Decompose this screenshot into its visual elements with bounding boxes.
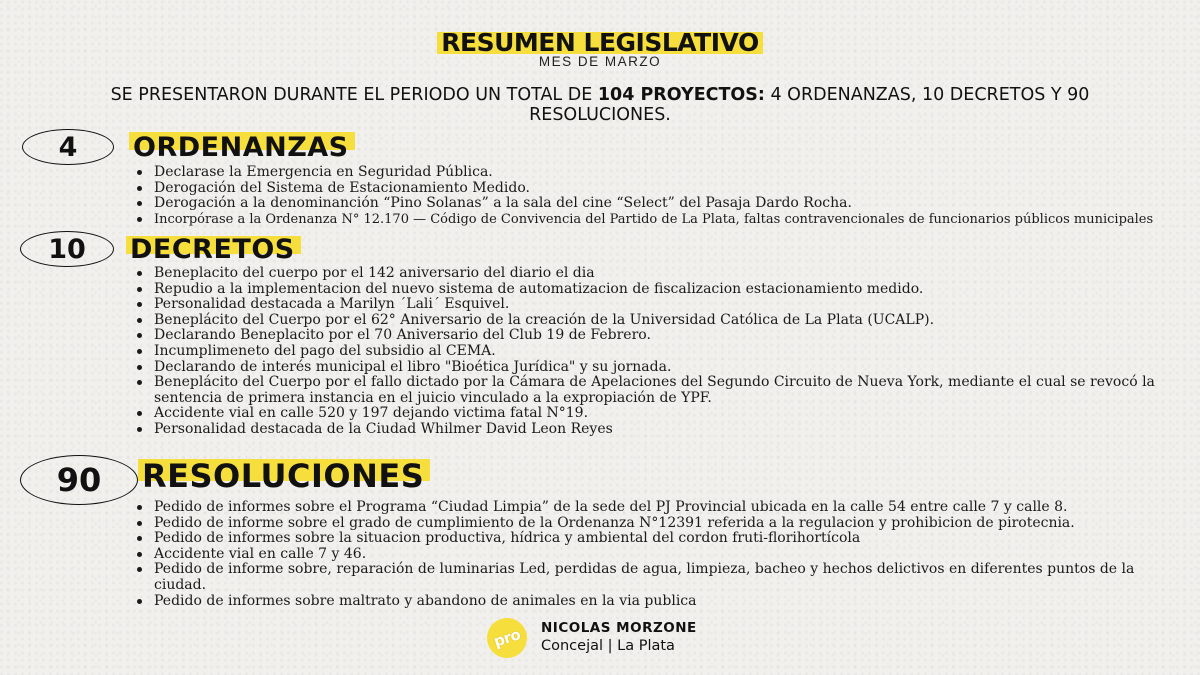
list-item: Derogación del Sistema de Estacionamiento Medido. bbox=[134, 181, 1184, 197]
list-item: Incorpórase a la Ordenanza N° 12.170 — Código de Convivencia del Partido de La Plata, faltas contravencionales de funcionarios públicos municipales bbox=[134, 212, 1184, 228]
footer-role: Concejal | La Plata bbox=[541, 638, 675, 654]
resoluciones-heading bbox=[142, 457, 424, 495]
list-item: Derogación a la denominanción “Pino Solanas” a la sala del cine “Select” del Pasaja Dardo Rocha. bbox=[134, 196, 1184, 212]
ordenanzas-title: ORDENANZAS bbox=[133, 132, 349, 163]
list-item: Pedido de informes sobre maltrato y abandono de animales en la via publica bbox=[134, 594, 1144, 610]
summary-highlight: 104 PROYECTOS: bbox=[597, 85, 765, 105]
summary-prefix: SE PRESENTARON DURANTE EL PERIODO UN TOTAL DE bbox=[110, 85, 598, 105]
title-wrap bbox=[441, 28, 758, 58]
list-item: Personalidad destacada a Marilyn ´Lali´ Esquivel. bbox=[134, 297, 1169, 313]
list-item: Incumplimeneto del pago del subsidio al CEMA. bbox=[134, 344, 1169, 360]
summary-text bbox=[60, 85, 1140, 125]
decretos-count-badge: 10 bbox=[20, 231, 114, 267]
list-item: Beneplacito del cuerpo por el 142 aniversario del diario el dia bbox=[134, 266, 1169, 282]
resoluciones-list bbox=[134, 500, 1144, 609]
footer-text bbox=[541, 620, 697, 656]
ordenanzas-count-badge: 4 bbox=[22, 129, 114, 165]
footer-signature bbox=[487, 618, 697, 658]
resoluciones-title: RESOLUCIONES bbox=[142, 457, 425, 495]
pro-logo-text: pro bbox=[491, 625, 523, 651]
list-item: Declarase la Emergencia en Seguridad Pública. bbox=[134, 165, 1184, 181]
resoluciones-count-badge: 90 bbox=[20, 455, 138, 505]
list-item: Accidente vial en calle 520 y 197 dejando victima fatal N°19. bbox=[134, 406, 1169, 422]
list-item: Pedido de informe sobre, reparación de luminarias Led, perdidas de agua, limpieza, bacheo y hechos delictivos en diferentes puntos de la ciudad. bbox=[134, 562, 1144, 593]
ordenanzas-list bbox=[134, 165, 1184, 227]
list-item: Declarando de interés municipal el libro "Bioética Jurídica" y su jornada. bbox=[134, 360, 1169, 376]
page-title: RESUMEN LEGISLATIVO bbox=[441, 28, 759, 57]
decretos-heading bbox=[130, 234, 295, 266]
decretos-list bbox=[134, 266, 1169, 438]
list-item: Pedido de informes sobre el Programa “Ciudad Limpia” de la sede del PJ Provincial ubicada en la calle 54 entre calle 7 y calle 8. bbox=[134, 500, 1144, 516]
list-item: Beneplácito del Cuerpo por el 62° Aniversario de la creación de la Universidad Católica de La Plata (UCALP). bbox=[134, 313, 1169, 329]
header bbox=[0, 28, 1200, 69]
pro-logo-icon bbox=[482, 613, 532, 663]
list-item: Beneplácito del Cuerpo por el fallo dictado por la Cámara de Apelaciones del Segundo Circuito de Nueva York, mediante el cual se revocó la sentencia de primera instancia en el juicio vinculado a la expropiación de YPF. bbox=[134, 375, 1169, 406]
decretos-title: DECRETOS bbox=[130, 234, 295, 265]
list-item: Pedido de informes sobre la situacion productiva, hídrica y ambiental del cordon fruti-florihortícola bbox=[134, 531, 1144, 547]
list-item: Declarando Beneplacito por el 70 Aniversario del Club 19 de Febrero. bbox=[134, 328, 1169, 344]
list-item: Personalidad destacada de la Ciudad Whilmer David Leon Reyes bbox=[134, 422, 1169, 438]
footer-name: NICOLAS MORZONE bbox=[541, 620, 697, 636]
page-subtitle: MES DE MARZO bbox=[538, 54, 662, 69]
list-item: Accidente vial en calle 7 y 46. bbox=[134, 547, 1144, 563]
ordenanzas-heading bbox=[133, 132, 349, 164]
summary-suffix: 4 ORDENANZAS, 10 DECRETOS Y 90 RESOLUCIONES. bbox=[529, 85, 1090, 125]
list-item: Repudio a la implementacion del nuevo sistema de automatizacion de fiscalizacion estacionamiento medido. bbox=[134, 282, 1169, 298]
list-item: Pedido de informe sobre el grado de cumplimiento de la Ordenanza N°12391 referida a la regulacion y prohibicion de pirotecnia. bbox=[134, 516, 1144, 532]
